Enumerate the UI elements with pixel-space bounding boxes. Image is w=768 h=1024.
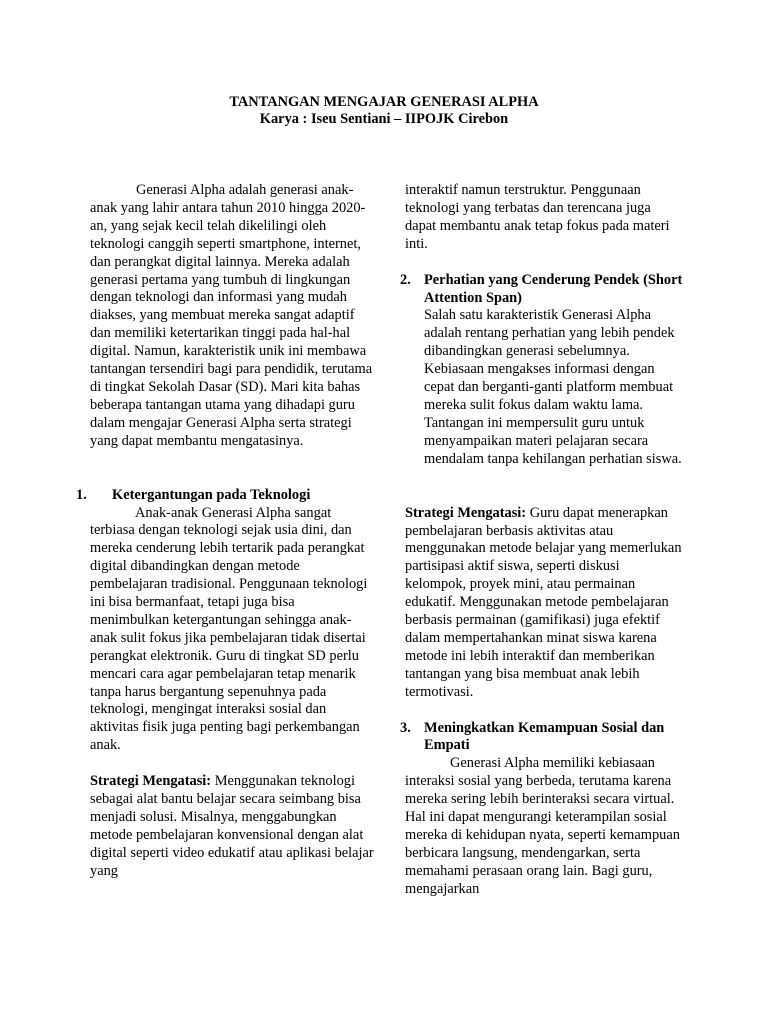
- section-2-strategy: [405, 505, 683, 702]
- page-title: TANTANGAN MENGAJAR GENERASI ALPHA: [229, 94, 539, 110]
- section-3-body: Generasi Alpha memiliki kebiasaan interaksi sosial yang berbeda, terutama karena mereka sering lebih berinteraksi secara virtual. Hal ini dapat mengurangi keterampilan sosial mereka di kehidupan nyata, seperti kemampuan berbicara langsung, mendengarkan, serta memahami perasaan orang lain. Bagi guru, mengajarkan: [405, 755, 680, 897]
- document-header: [0, 94, 768, 128]
- section-3-title: Meningkatkan Kemampuan Sosial dan Empati: [424, 719, 665, 754]
- continued-paragraph: interaktif namun terstruktur. Penggunaan teknologi yang terbatas dan terencana juga dapat membantu anak tetap fokus pada materi inti.: [405, 182, 670, 252]
- section-1-strategy: [90, 773, 376, 880]
- section-1-strategy-text: Menggunakan teknologi sebagai alat bantu belajar secara seimbang bisa menjadi solusi. Misalnya, menggabungkan metode pembelajaran konvensional dengan alat digital seperti video edukatif atau aplikasi belajar yang: [90, 773, 374, 879]
- section-2-body: Salah satu karakteristik Generasi Alpha adalah rentang perhatian yang lebih pendek dibandingkan generasi sebelumnya. Kebiasaan mengakses informasi dengan cepat dan berganti-ganti platform membuat mereka sulit fokus dalam waktu lama. Tantangan ini mempersulit guru untuk menyampaikan materi pelajaran secara mendalam tanpa kehilangan perhatian siswa.: [424, 307, 682, 467]
- intro-paragraph: Generasi Alpha adalah generasi anak-anak yang lahir antara tahun 2010 hingga 2020-an, yang sejak kecil telah dikelilingi oleh teknologi canggih seperti smartphone, internet, dan perangkat digital lainnya. Mereka adalah generasi pertama yang tumbuh di lingkungan dengan teknologi dan informasi yang mudah diakses, yang membuat mereka sangat adaptif dan memiliki ketertarikan tinggi pada hal-hal digital. Namun, karakteristik unik ini membawa tantangan tersendiri bagi para pendidik, terutama di tingkat Sekolah Dasar (SD). Mari kita bahas beberapa tantangan utama yang dihadapi guru dalam mengajar Generasi Alpha serta strategi yang dapat membantu mengatasinya.: [90, 182, 373, 449]
- section-1-number: 1.: [76, 486, 87, 503]
- section-3-number: 3.: [400, 719, 411, 736]
- section-2-heading: [400, 272, 683, 308]
- section-1-title: Ketergantungan pada Teknologi: [112, 486, 311, 503]
- section-1-body: Anak-anak Generasi Alpha sangat terbiasa dengan teknologi sejak usia dini, dan mereka cenderung lebih tertarik pada perangkat digital dibandingkan dengan metode pembelajaran tradisional. Penggunaan teknologi ini bisa bermanfaat, tetapi juga bisa menimbulkan ketergantungan sehingga anak-anak sulit fokus jika pembelajaran tidak disertai perangkat elektronik. Guru di tingkat SD perlu mencari cara agar pembelajaran tetap menarik tanpa harus bergantung sepenuhnya pada teknologi, mengingat interaksi sosial dan aktivitas fisik juga penting bagi perkembangan anak.: [90, 504, 368, 754]
- author-line: Karya : Iseu Sentiani – IIPOJK Cirebon: [259, 111, 509, 127]
- section-2-strategy-text: Guru dapat menerapkan pembelajaran berbasis aktivitas atau menggunakan metode belajar yang memerlukan partisipasi aktif siswa, seperti diskusi kelompok, proyek mini, atau permainan edukatif. Menggunakan metode pembelajaran berbasis permainan (gamifikasi) juga efektif dalam mempertahankan minat siswa karena metode ini lebih interaktif dan memberikan tantangan yang bisa membuat anak lebih termotivasi.: [405, 504, 682, 700]
- left-column: [76, 182, 376, 881]
- section-1-heading: [76, 487, 376, 505]
- section-2-strategy-label: Strategi Mengatasi:: [405, 504, 527, 521]
- section-3-heading: [400, 720, 683, 756]
- section-1-strategy-label: Strategi Mengatasi:: [90, 773, 212, 790]
- right-column: [400, 182, 683, 899]
- section-2-number: 2.: [400, 271, 411, 288]
- section-2-title: Perhatian yang Cenderung Pendek (Short Attention Span): [424, 271, 683, 306]
